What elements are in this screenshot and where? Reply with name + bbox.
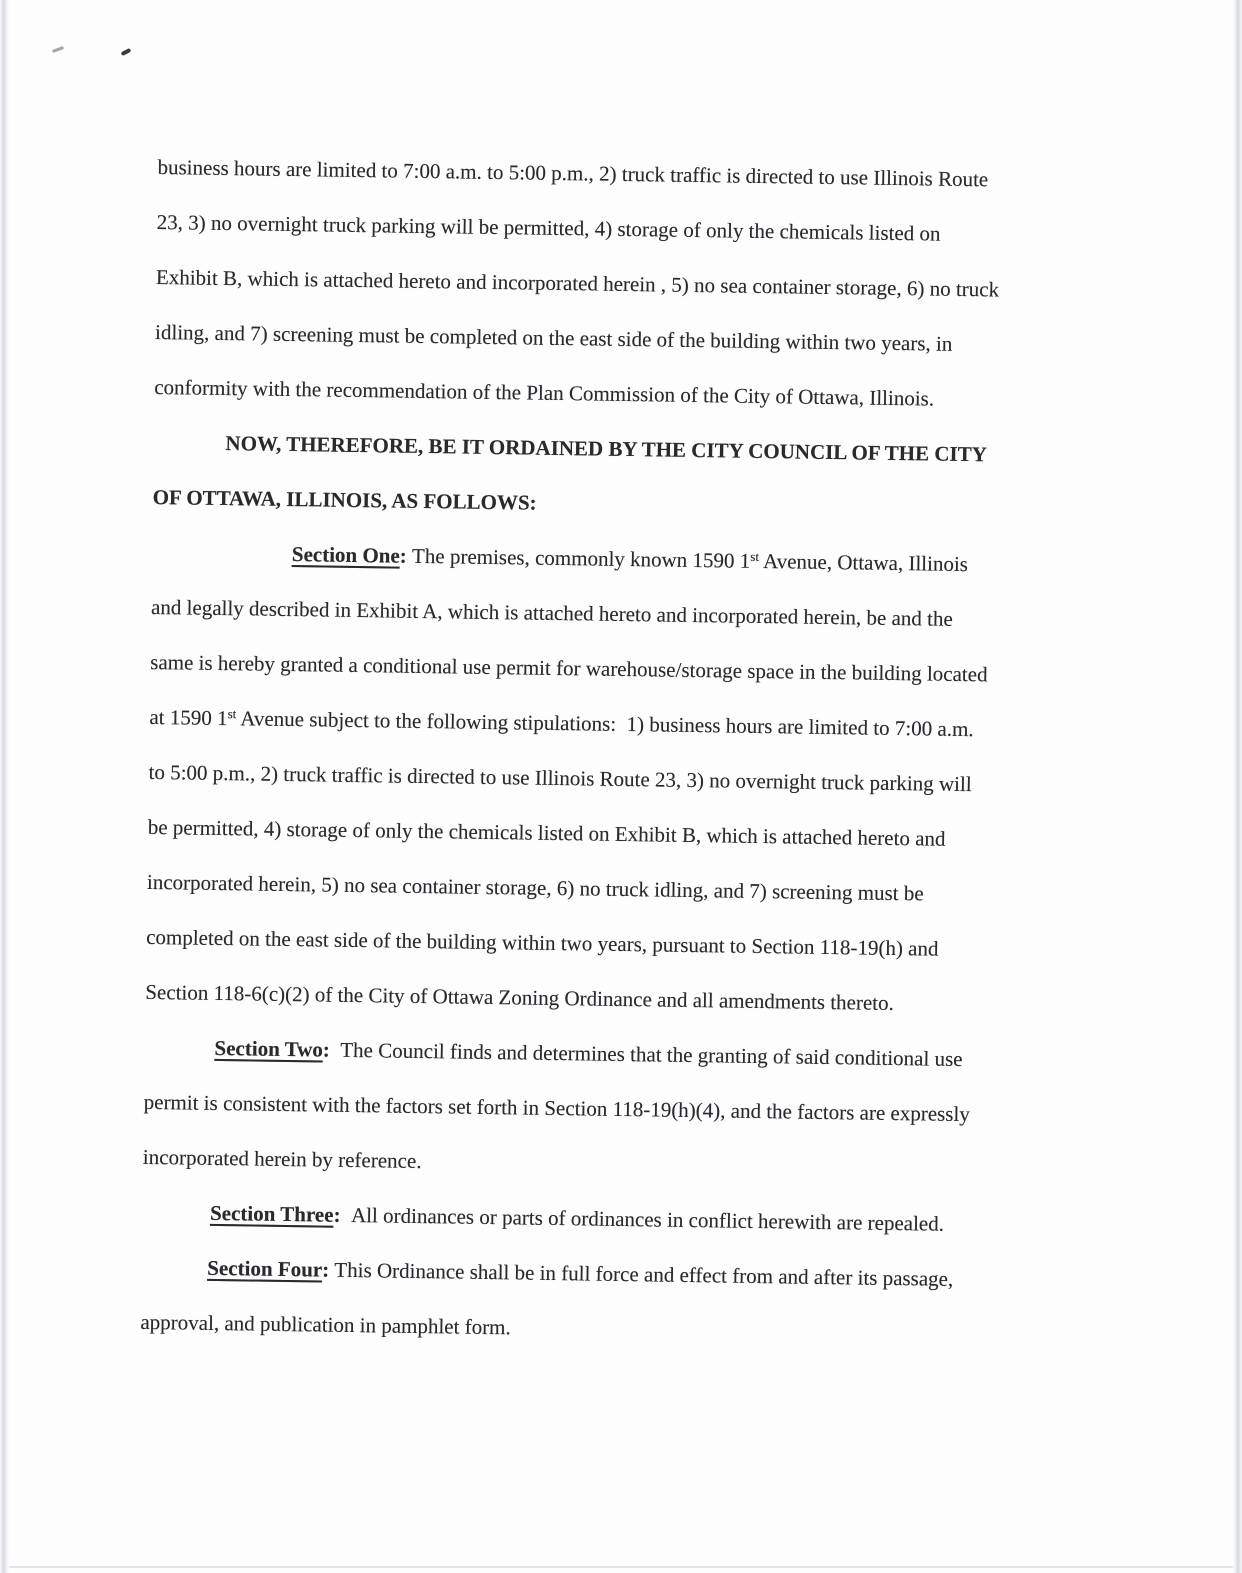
opening-continuation-paragraph: [154, 140, 1123, 429]
text-run: :: [321, 1257, 335, 1282]
text-run: Avenue, Ottawa, Illinois: [758, 548, 969, 577]
text-run: and legally described in Exhibit A, which is attached hereto and incorporated herein, be and the: [150, 594, 953, 631]
section-one: [145, 525, 1117, 1034]
text-run: idling, and 7) screening must be completed on the east side of the building within two years, in: [154, 319, 953, 356]
text-run: to 5:00 p.m., 2) truck traffic is directed to use Illinois Route 23, 3) no overnight truck parking will: [148, 759, 972, 797]
text-run: NOW, THEREFORE, BE IT ORDAINED BY THE CITY COUNCIL OF THE CITY: [225, 431, 988, 467]
pen-mark-light: [52, 46, 64, 53]
scan-edge-right: [1233, 0, 1242, 1573]
text-run: approval, and publication in pamphlet form.: [140, 1309, 511, 1340]
text-run: The Council finds and determines that the granting of said conditional use: [340, 1037, 963, 1072]
text-run: business hours are limited to 7:00 a.m. to 5:00 p.m., 2) truck traffic is directed to use Illinois Route: [157, 154, 989, 192]
text-run: Section Three: [209, 1200, 334, 1227]
text-run: Exhibit B, which is attached hereto and incorporated herein , 5) no sea container storage, 6) no truck: [155, 264, 1000, 302]
text-run: The premises, commonly known 1590 1: [411, 543, 751, 573]
text-run: incorporated herein, 5) no sea container storage, 6) no truck idling, and 7) screening must be: [146, 869, 924, 906]
section-two: [142, 1020, 1109, 1199]
text-run: st: [227, 706, 237, 722]
section-four: [140, 1240, 1107, 1364]
text-run: Avenue subject to the following stipulations: 1) business hours are limited to 7:00 a.m.: [236, 706, 974, 742]
text-run: Section One: [291, 542, 400, 568]
scan-edge-bottom: [9, 1566, 1233, 1568]
text-run: Section 118-6(c)(2) of the City of Ottawa Zoning Ordinance and all amendments thereto.: [145, 979, 895, 1016]
text-run: completed on the east side of the building within two years, pursuant to Section 118-19(h) and: [145, 924, 939, 961]
text-run: :: [322, 1037, 341, 1062]
text-run: conformity with the recommendation of the Plan Commission of the City of Ottawa, Illinois.: [154, 374, 935, 411]
text-run: be permitted, 4) storage of only the chemicals listed on Exhibit B, which is attached hereto and: [147, 814, 946, 851]
scan-edge-left: [0, 0, 9, 1573]
text-run: Section Four: [207, 1255, 323, 1282]
document-body: [140, 140, 1123, 1364]
text-run: All ordinances or parts of ordinances in conflict herewith are repealed.: [350, 1202, 945, 1236]
text-run: This Ordinance shall be in full force and effect from and after its passage,: [334, 1257, 954, 1291]
text-run: 23, 3) no overnight truck parking will be permitted, 4) storage of only the chemicals listed on: [156, 209, 941, 246]
text-run: Section Two: [214, 1035, 324, 1062]
text-run: OF OTTAWA, ILLINOIS, AS FOLLOWS:: [152, 484, 537, 515]
enacting-clause: [152, 415, 1119, 539]
text-run: :: [333, 1202, 352, 1227]
text-run: incorporated herein by reference.: [142, 1144, 422, 1174]
text-run: :: [399, 543, 413, 568]
text-run: at 1590 1: [149, 704, 228, 731]
text-run: same is hereby granted a conditional use permit for warehouse/storage space in the building located: [150, 649, 988, 687]
pen-mark-dark: [121, 48, 132, 56]
text-run: st: [750, 548, 760, 564]
text-run: permit is consistent with the factors set forth in Section 118-19(h)(4), and the factors are expressly: [143, 1089, 970, 1127]
